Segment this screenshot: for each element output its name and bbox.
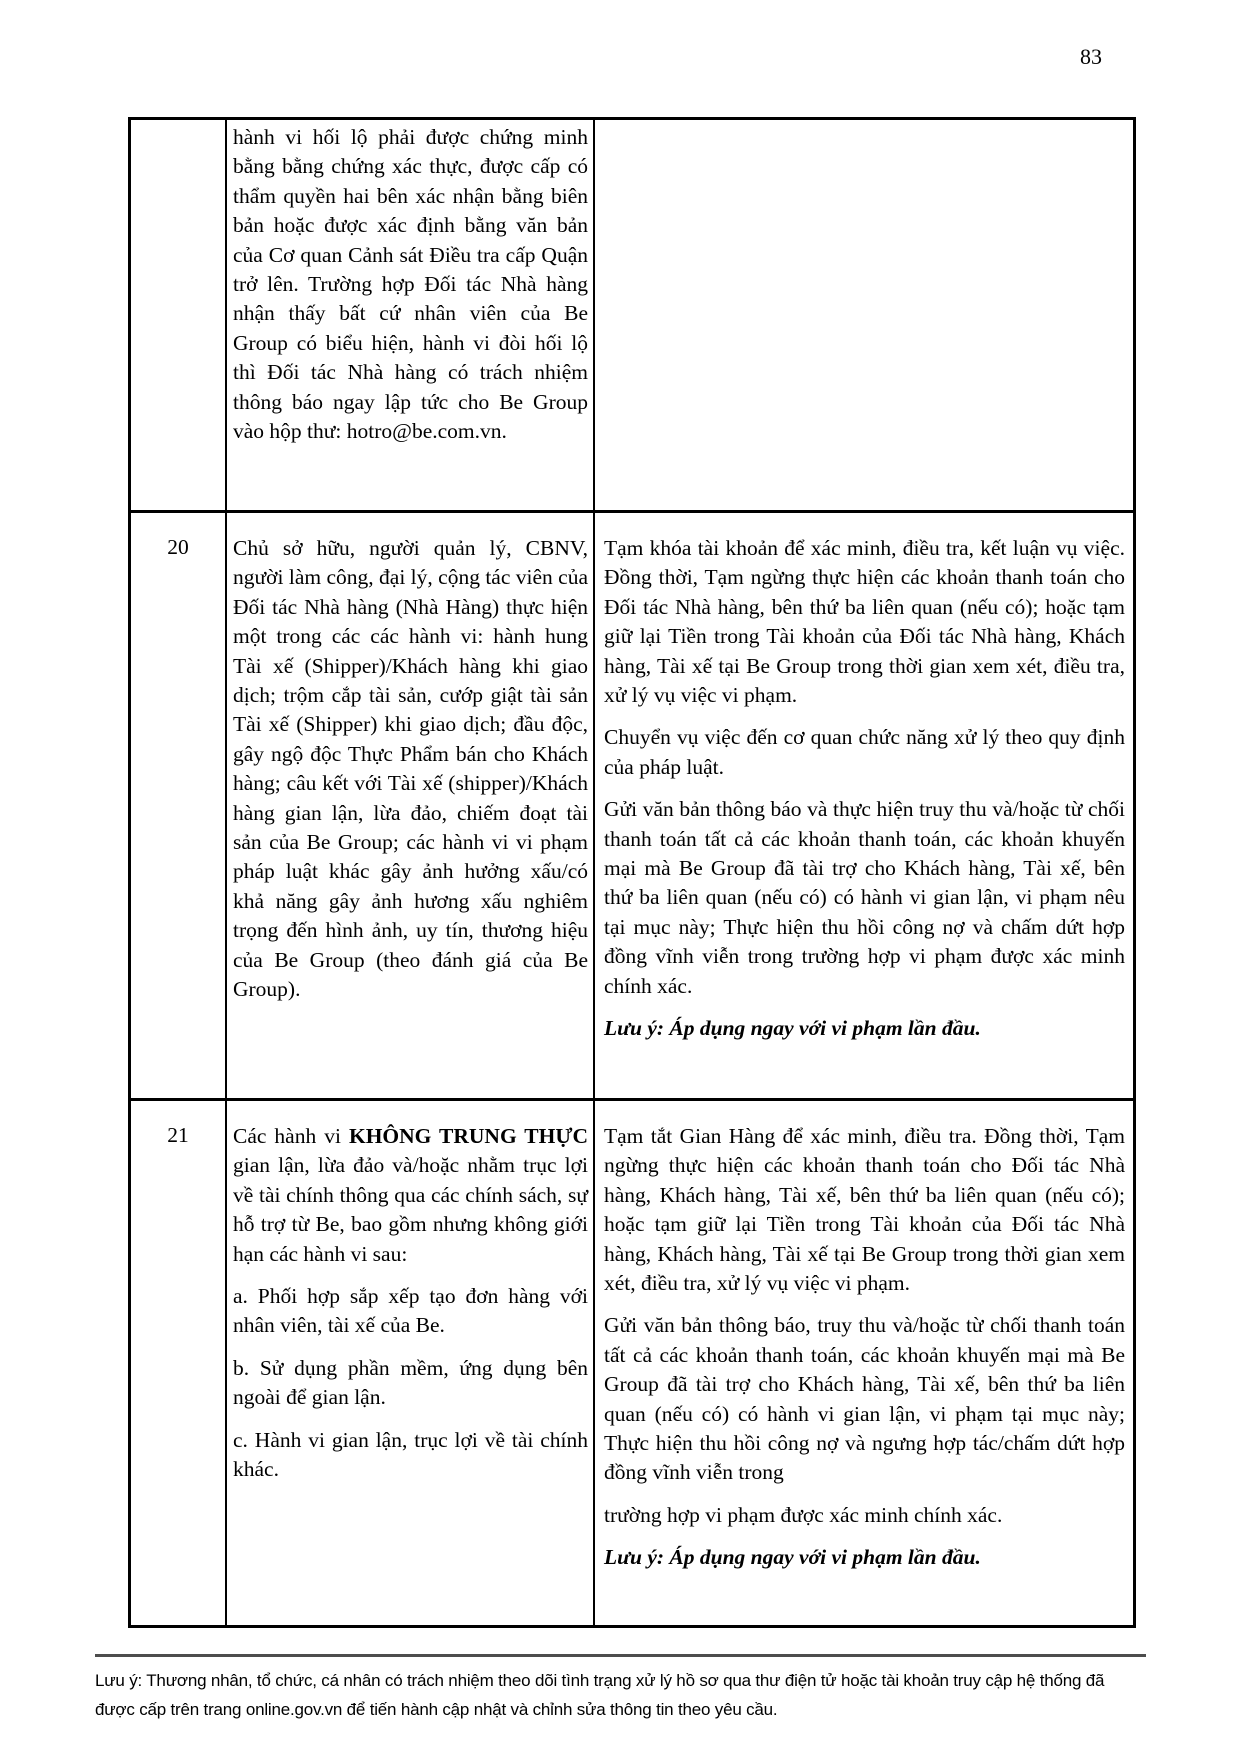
note-line: Lưu ý: Áp dụng ngay với vi phạm lần đầu. (604, 1545, 981, 1570)
page-number: 83 (1080, 44, 1102, 69)
action-paragraph: Gửi văn bản thông báo, truy thu và/hoặc từ chối thanh toán tất cả các khoản thanh toán, các khoản khuyến mại mà Be Group đã tài trợ cho Khách hàng, Tài xế, bên thứ ba liên quan (nếu có) có hành vi gian lận, vi phạm tại mục này; Thực hiện thu hồi công nợ và ngưng hợp tác/chấm dứt hợp đồng vĩnh viễn trong (604, 1313, 1125, 1485)
cell-action (595, 120, 1133, 510)
footer-note: Lưu ý: Thương nhân, tổ chức, cá nhân có trách nhiệm theo dõi tình trạng xử lý hồ sơ qua thư điện tử hoặc tài khoản truy cập hệ thống đã được cấp trên trang online.gov.vn để tiến hành cập nhật và chỉnh sửa thông tin theo yêu cầu. (95, 1671, 1105, 1719)
footer-divider (95, 1654, 1146, 1657)
violations-table (128, 117, 1136, 1628)
violation-paragraph: hành vi hối lộ phải được chứng minh bằng bằng chứng xác thực, được cấp có thẩm quyền hai bên xác nhận bằng biên bản hoặc được xác định bằng văn bản của Cơ quan Cảnh sát Điều tra cấp Quận trở lên. Trường hợp Đối tác Nhà hàng nhận thấy bất cứ nhân viên của Be Group có biểu hiện, hành vi đòi hối lộ thì Đối tác Nhà hàng có trách nhiệm thông báo ngay lập tức cho Be Group vào hộp thư: hotro@be.com.vn. (233, 125, 588, 444)
action-paragraph: Gửi văn bản thông báo và thực hiện truy thu và/hoặc từ chối thanh toán tất cả các khoản thanh toán, các khoản khuyến mại mà Be Group đã tài trợ cho Khách hàng, Tài xế, bên thứ ba liên quan (nếu có) có hành vi gian lận, vi phạm nêu tại mục này; Thực hiện thu hồi công nợ và chấm dứt hợp đồng vĩnh viễn trong trường hợp vi phạm được xác minh chính xác. (604, 797, 1125, 998)
cell-violation (227, 513, 595, 1098)
action-paragraph: trường hợp vi phạm được xác minh chính xác. (604, 1502, 1003, 1527)
cell-row-number (131, 513, 227, 1098)
violation-paragraph: Chủ sở hữu, người quản lý, CBNV, người làm công, đại lý, cộng tác viên của Đối tác Nhà hàng (Nhà Hàng) thực hiện một trong các các hành vi: hành hung Tài xế (Shipper)/Khách hàng khi giao dịch; trộm cắp tài sản, cướp giật tài sản Tài xế (Shipper) khi giao dịch; đầu độc, gây ngộ độc Thực Phẩm bán cho Khách hàng; câu kết với Tài xế (shipper)/Khách hàng gian lận, lừa đảo, chiếm đoạt tài sản của Be Group; các hành vi vi phạm pháp luật khác gây ảnh hưởng xấu/có khả năng gây ảnh hương xấu nghiêm trọng đến hình ảnh, uy tín, thương hiệu của Be Group (theo đánh giá của Be Group). (233, 536, 588, 1002)
violation-item: c. Hành vi gian lận, trục lợi về tài chính khác. (233, 1427, 588, 1482)
table-row-20 (131, 510, 1133, 1098)
cell-violation (227, 1101, 595, 1625)
note-line: Lưu ý: Áp dụng ngay với vi phạm lần đầu. (604, 1016, 981, 1041)
violation-text-bold: KHÔNG TRUNG THỰC (348, 1124, 588, 1148)
action-paragraph: Tạm tắt Gian Hàng để xác minh, điều tra. Đồng thời, Tạm ngừng thực hiện các khoản thanh toán cho Đối tác Nhà hàng, Khách hàng, Tài xế, bên thứ ba liên quan (nếu có); hoặc tạm giữ lại Tiền trong Tài khoản của Đối tác Nhà hàng, Khách hàng, Tài xế tại Be Group trong thời gian xem xét, điều tra, xử lý vụ việc vi phạm. (604, 1124, 1125, 1296)
cell-action (595, 513, 1133, 1098)
violation-item: a. Phối hợp sắp xếp tạo đơn hàng với nhân viên, tài xế của Be. (233, 1284, 588, 1338)
cell-violation (227, 120, 595, 510)
row-number: 21 (167, 1123, 189, 1147)
violation-text-prefix: Các hành vi (233, 1124, 349, 1148)
action-paragraph: Chuyển vụ việc đến cơ quan chức năng xử lý theo quy định của pháp luật. (604, 725, 1125, 779)
row-number: 20 (167, 535, 189, 559)
violation-item: b. Sử dụng phần mềm, ứng dụng bên ngoài để gian lận. (233, 1355, 588, 1410)
action-paragraph: Tạm khóa tài khoản để xác minh, điều tra, kết luận vụ việc. Đồng thời, Tạm ngừng thực hiện các khoản thanh toán cho Đối tác Nhà hàng, bên thứ ba liên quan (nếu có); hoặc tạm giữ lại Tiền trong Tài khoản của Đối tác Nhà hàng, Khách hàng, Tài xế tại Be Group trong thời gian xem xét, điều tra, xử lý vụ việc vi phạm. (604, 536, 1125, 708)
violation-text-suffix: gian lận, lừa đảo và/hoặc nhằm trục lợi về tài chính thông qua các chính sách, sự hỗ trợ từ Be, bao gồm nhưng không giới hạn các hành vi sau: (233, 1153, 588, 1266)
cell-action (595, 1101, 1133, 1625)
page-footer (95, 1654, 1146, 1724)
table-row-continuation (131, 120, 1133, 510)
cell-row-number (131, 1101, 227, 1625)
cell-row-number (131, 120, 227, 510)
table-row-21 (131, 1098, 1133, 1625)
violation-paragraph (233, 1122, 588, 1269)
